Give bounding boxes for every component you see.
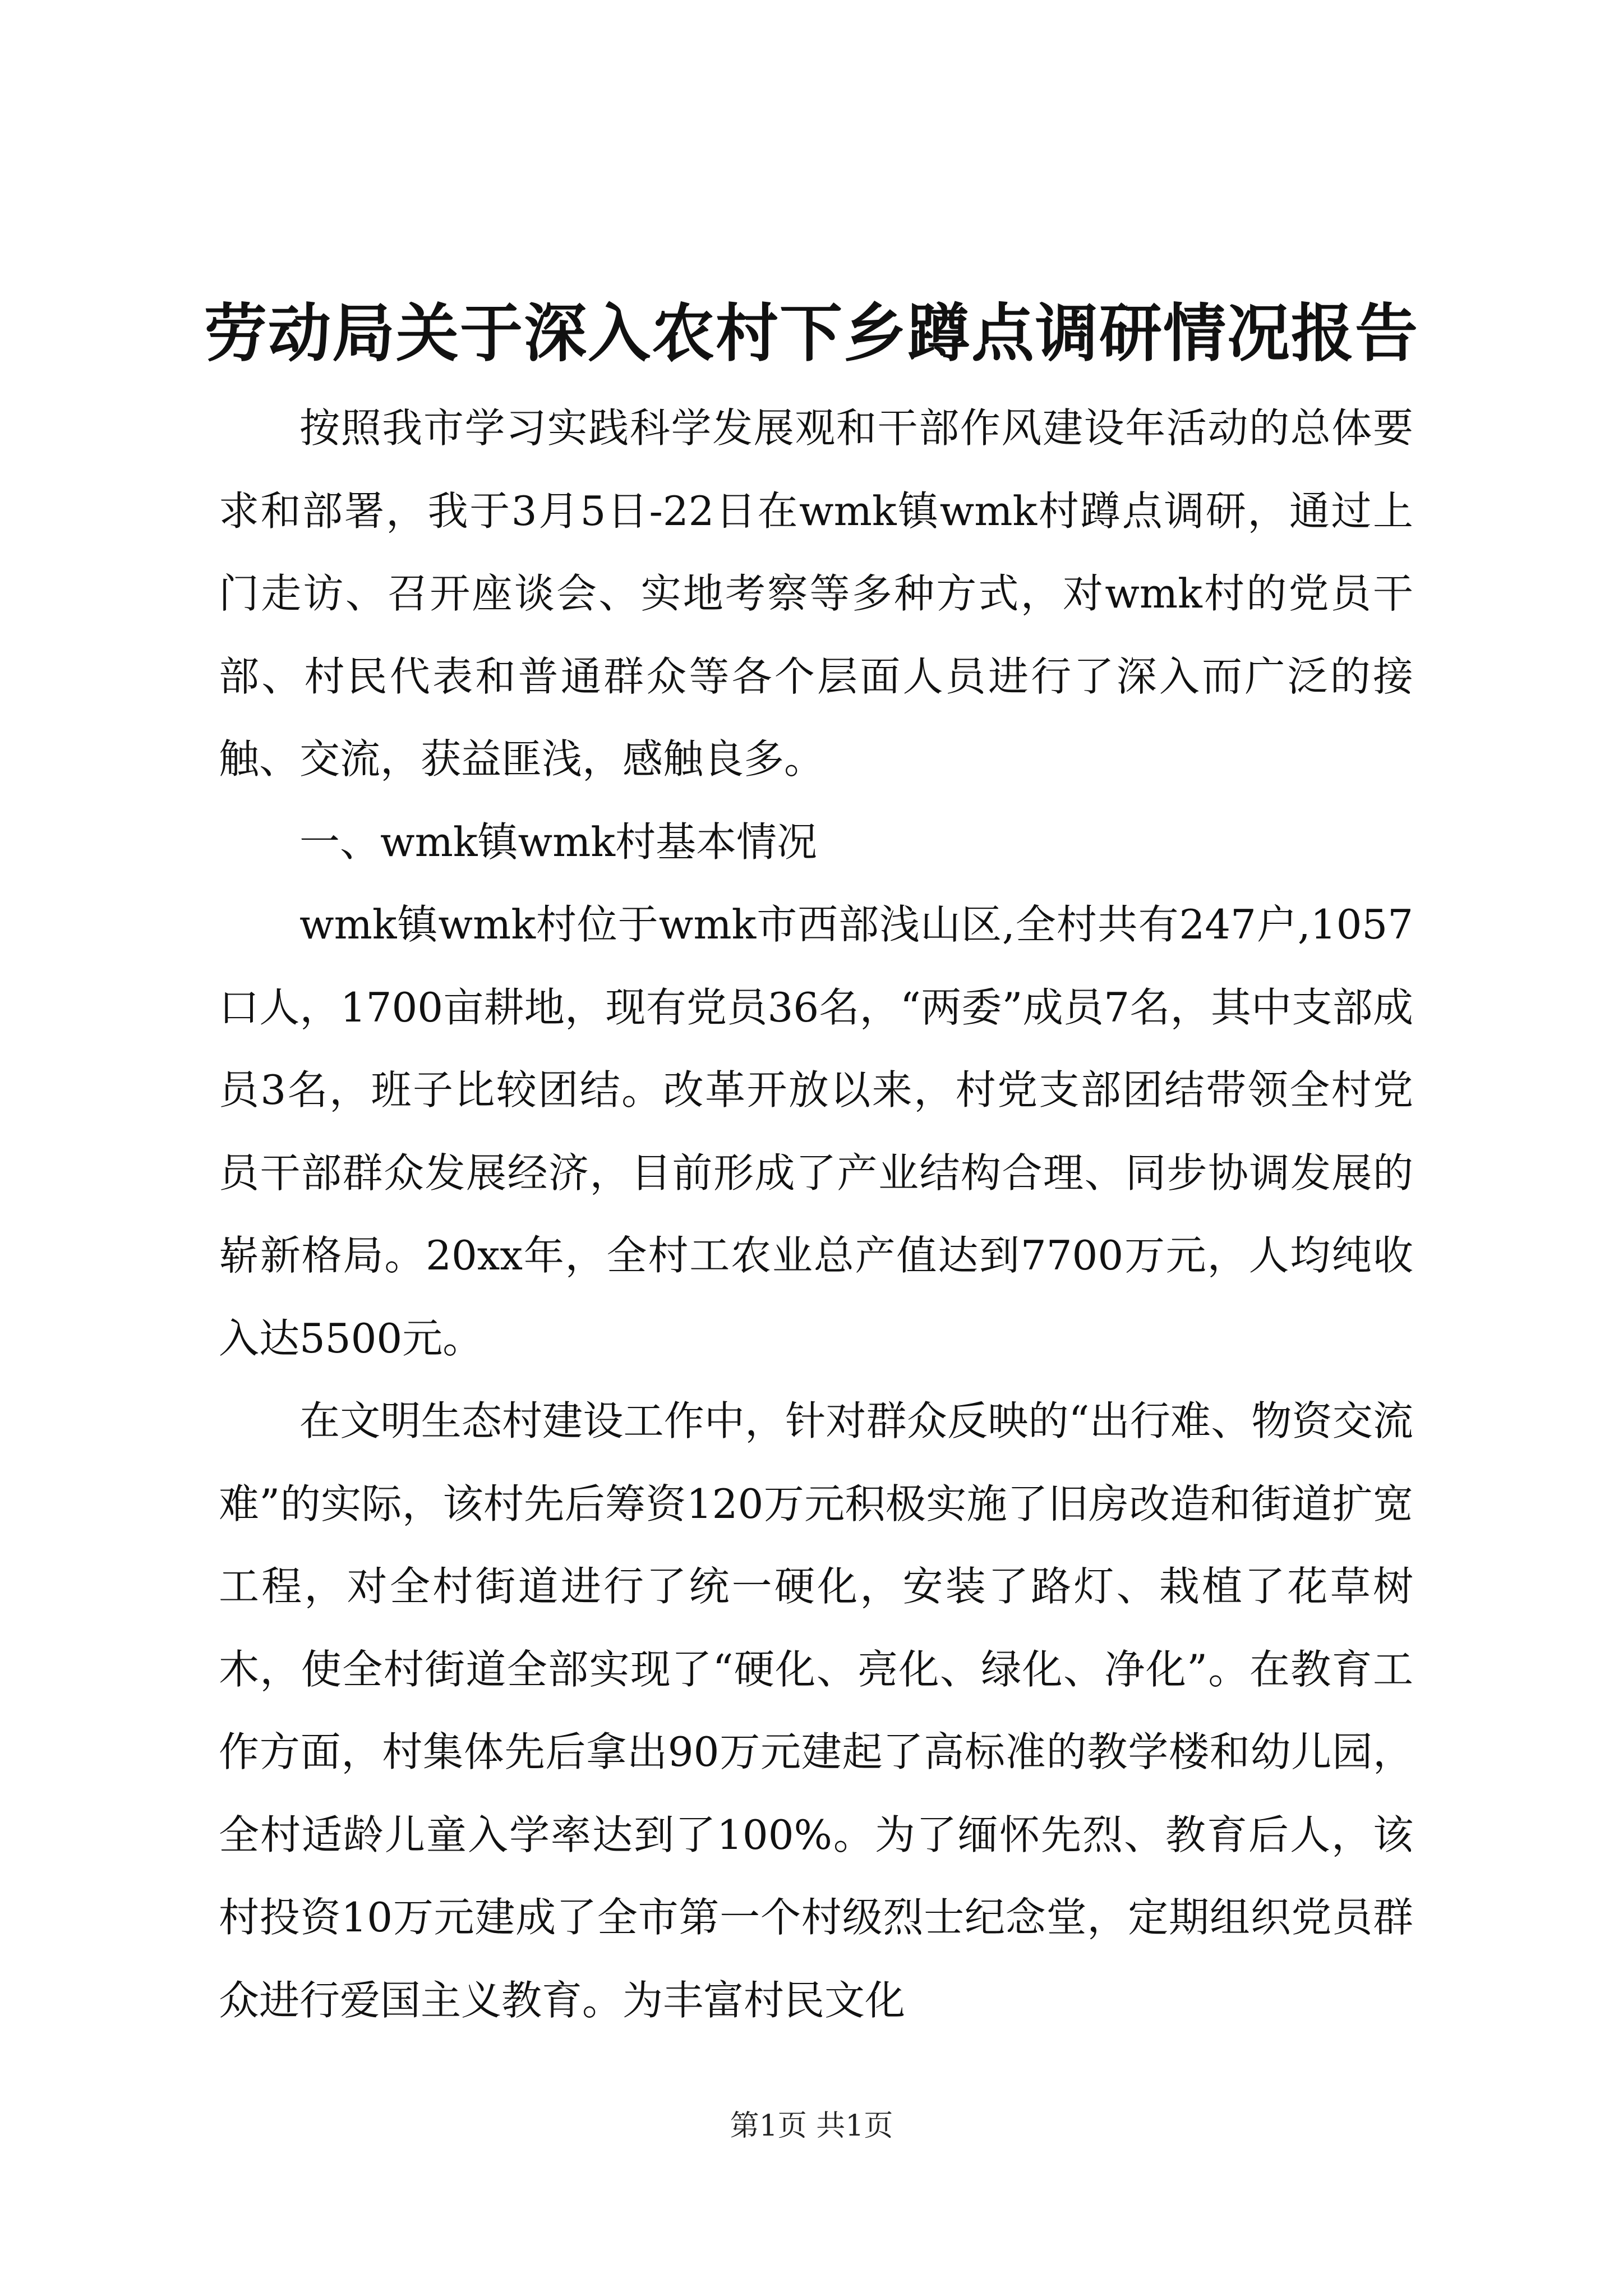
page-footer: 第1页 共1页 — [730, 2109, 893, 2143]
ecological-village-paragraph: 在文明生态村建设工作中，针对群众反映的“出行难、物资交流难”的实际，该村先后筹资120万元积极实施了旧房改造和街道扩宽工程，对全村街道进行了统一硬化，安装了路灯、栽植了花草树木，使全村街道全部实现了“硬化、亮化、绿化、净化”。在教育工作方面，村集体先后拿出90万元建起了高标准的教学楼和幼儿园，全村适龄儿童入学率达到了100%。为了缅怀先烈、教育后人，该村投资10万元建成了全市第一个村级烈士纪念堂，定期组织党员群众进行爱国主义教育。为丰富村民文化 — [219, 1397, 1413, 2024]
document-body — [219, 387, 1413, 2042]
document-title: 劳动局关于深入农村下乡蹲点调研情况报告 — [204, 297, 1419, 370]
basic-situation-paragraph: wmk镇wmk村位于wmk市西部浅山区,全村共有247户,1057口人，1700亩耕地，现有党员36名，“两委”成员7名，其中支部成员3名，班子比较团结。改革开放以来，村党支部团结带领全村党员干部群众发展经济，目前形成了产业结构合理、同步协调发展的崭新格局。20xx年，全村工农业总产值达到7700万元，人均纯收入达5500元。 — [219, 901, 1413, 1362]
intro-paragraph: 按照我市学习实践科学发展观和干部作风建设年活动的总体要求和部署，我于3月5日-22日在wmk镇wmk村蹲点调研，通过上门走访、召开座谈会、实地考察等多种方式，对wmk村的党员干部、村民代表和普通群众等各个层面人员进行了深入而广泛的接触、交流，获益匪浅，感触良多。 — [219, 404, 1413, 783]
section-heading-1: 一、wmk镇wmk村基本情况 — [299, 818, 818, 866]
